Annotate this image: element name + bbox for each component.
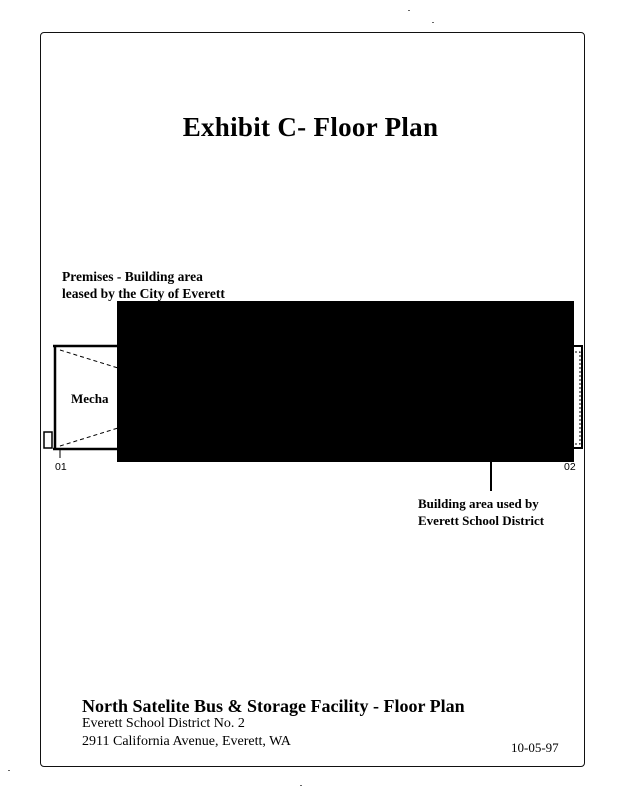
facility-title: North Satelite Bus & Storage Facility - Floor Plan bbox=[82, 696, 465, 716]
scan-speck bbox=[300, 785, 302, 786]
district-address: 2911 California Avenue, Everett, WA bbox=[82, 734, 291, 749]
column-marker-02: 02 bbox=[564, 461, 576, 473]
redacted-region bbox=[117, 301, 574, 462]
premises-callout-line-1: Premises - Building area bbox=[62, 269, 203, 284]
right-door-jamb bbox=[575, 352, 580, 444]
district-area-callout-line-2: Everett School District bbox=[418, 513, 545, 528]
left-door-jamb bbox=[44, 432, 52, 448]
page-title: Exhibit C- Floor Plan bbox=[182, 112, 439, 142]
scan-speck bbox=[8, 770, 10, 771]
district-area-callout-line-1: Building area used by bbox=[418, 496, 539, 511]
document-date: 10-05-97 bbox=[511, 740, 559, 755]
district-name: Everett School District No. 2 bbox=[82, 716, 245, 731]
column-marker-01: 01 bbox=[55, 461, 67, 473]
premises-callout-line-2: leased by the City of Everett bbox=[62, 286, 225, 301]
building-right-wall bbox=[574, 346, 582, 448]
scan-speck bbox=[432, 22, 434, 23]
mechanical-room-label: Mecha bbox=[71, 391, 109, 406]
district-area-callout bbox=[418, 495, 544, 529]
scan-speck bbox=[408, 10, 410, 11]
dashed-line-upper bbox=[60, 350, 118, 368]
dashed-line-lower bbox=[60, 428, 118, 446]
